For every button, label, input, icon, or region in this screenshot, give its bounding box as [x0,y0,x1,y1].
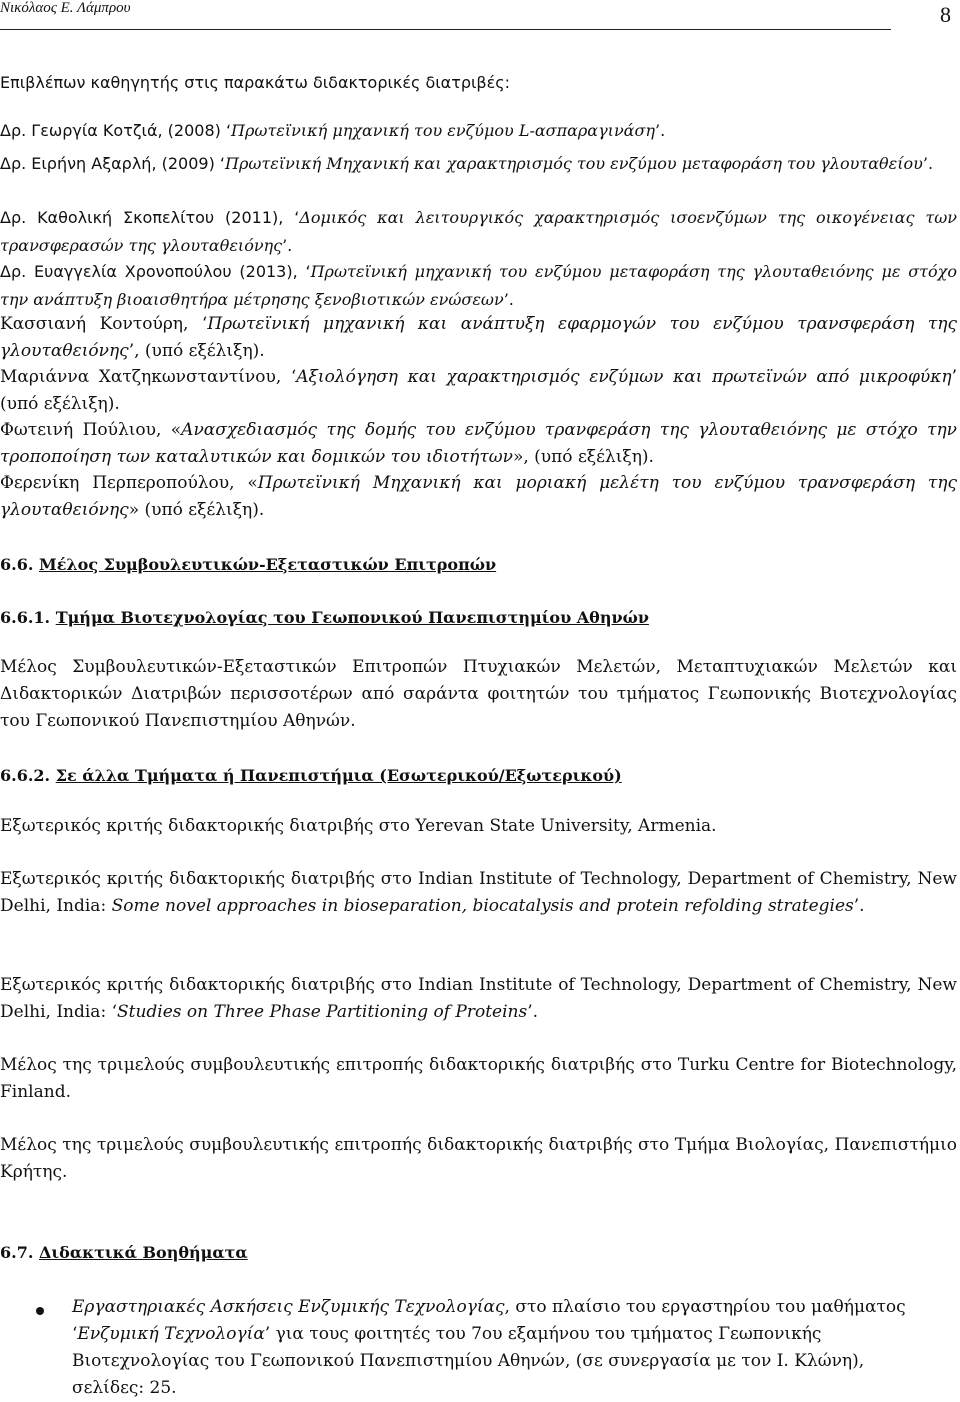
running-header-author: Νικόλαος Ε. Λάμπρου [0,0,131,16]
thesis-item: Κασσιανή Κοντούρη, ‘Πρωτεϊνική μηχανική και ανάπτυξη εφαρμογών του ενζύμου τρανσφεράση της γλουταθειόνης’, (υπό εξέλιξη). [0,314,958,361]
external-examiner-item: Εξωτερικός κριτής διδακτορικής διατριβής στο Yerevan State University, Armenia. [0,816,717,836]
section-heading-6-6-2: 6.6.2. Σε άλλα Τμήματα ή Πανεπιστήμια (Εσωτερικού/Εξωτερικού) [0,766,622,785]
teaching-material-item: Εργαστηριακές Ασκήσεις Ενζυμικής Τεχνολογίας, στο πλαίσιο του εργαστηρίου του μαθήματος ‘Ενζυμική Τεχνολογία’ για τους φοιτητές του 7ου εξαμήνου του τμήματος Γεωπονικής Βιοτεχνολογίας του Γεωπονικού Πανεπιστημίου Αθηνών, (σε συνεργασία με τον Ι. Κλώνη), σελίδες: 25. [72,1297,906,1398]
page-number: 8 [940,2,951,27]
section-heading-6-6: 6.6. Μέλος Συμβουλευτικών-Εξεταστικών Επιτροπών [0,555,497,574]
thesis-item: Φωτεινή Πούλιου, «Ανασχεδιασμός της δομής του ενζύμου τρανφεράση της γλουταθειόνης με στόχο την τροποποίηση των καταλυτικών και δομικών του ιδιοτήτων», (υπό εξέλιξη). [0,420,957,467]
thesis-item: Δρ. Ευαγγελία Χρονοπούλου (2013), ‘Πρωτεϊνική μηχανική του ενζύμου μεταφοράση της γλουταθειόνης με στόχο την ανάπτυξη βιοαισθητήρα μέτρησης ξενοβιοτικών ενώσεων’. [0,262,957,309]
thesis-item: Δρ. Καθολική Σκοπελίτου (2011), ‘Δομικός και λειτουργικός χαρακτηρισμός ισοενζύμων της οικογένειας των τρανσφερασών της γλουταθειόνης’. [0,208,957,255]
advisory-committee-item: Μέλος της τριμελούς συμβουλευτικής επιτροπής διδακτορικής διατριβής στο Turku Centre for Biotechnology, Finland. [0,1055,957,1102]
external-examiner-item: Εξωτερικός κριτής διδακτορικής διατριβής στο Indian Institute of Technology, Department of Chemistry, New Delhi, India: ‘Studies on Three Phase Partitioning of Proteins’. [0,975,957,1022]
committee-member-paragraph: Μέλος Συμβουλευτικών-Εξεταστικών Επιτροπών Πτυχιακών Μελετών, Μεταπτυχιακών Μελετών και Διδακτορικών Διατριβών περισσοτέρων από σαράντα φοιτητών του τμήματος Γεωπονικής Βιοτεχνολογίας του Γεωπονικού Πανεπιστημίου Αθηνών. [0,657,957,731]
section-heading-6-6-1: 6.6.1. Τμήμα Βιοτεχνολογίας του Γεωπονικού Πανεπιστημίου Αθηνών [0,608,649,627]
thesis-item: Μαριάννα Χατζηκωνσταντίνου, ‘Αξιολόγηση και χαρακτηρισμός ενζύμων και πρωτεϊνών από μικροφύκη’ (υπό εξέλιξη). [0,367,958,414]
thesis-item: Φερενίκη Περπεροπούλου, «Πρωτεϊνική Μηχανική και μοριακή μελέτη του ενζύμου τρανσφεράση της γλουταθειόνης» (υπό εξέλιξη). [0,473,957,520]
bullet-icon [36,1307,44,1315]
advisory-committee-item: Μέλος της τριμελούς συμβουλευτικής επιτροπής διδακτορικής διατριβής στο Τμήμα Βιολογίας, Πανεπιστήμιο Κρήτης. [0,1135,957,1182]
header-rule [0,29,891,30]
thesis-item: Δρ. Ειρήνη Αξαρλή, (2009) ‘Πρωτεϊνική Μηχανική και χαρακτηρισμός του ενζύμου μεταφοράση του γλουταθείου’. [0,154,934,173]
section-heading-6-7: 6.7. Διδακτικά Βοηθήματα [0,1243,248,1262]
external-examiner-item: Εξωτερικός κριτής διδακτορικής διατριβής στο Indian Institute of Technology, Department of Chemistry, New Delhi, India: Some novel approaches in bioseparation, biocatalysis and protein refolding strategies’. [0,869,957,916]
thesis-item: Δρ. Γεωργία Κοτζιά, (2008) ‘Πρωτεϊνική μηχανική του ενζύμου L-ασπαραγινάση’. [0,121,666,140]
supervisor-intro: Επιβλέπων καθηγητής στις παρακάτω διδακτορικές διατριβές: [0,73,511,92]
